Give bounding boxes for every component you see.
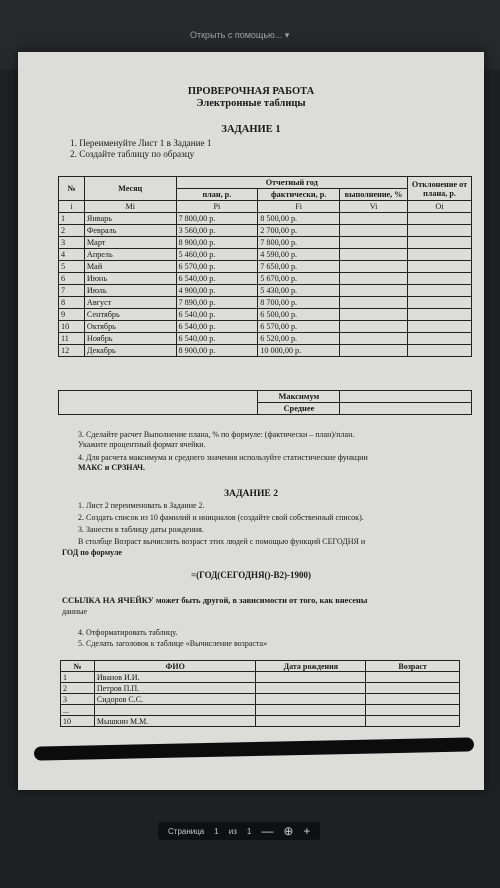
symbol-cell: Fi [258,201,340,213]
deviation-cell [408,261,472,273]
task2-item: 2. Создать список из 10 фамилий и инициалов (создайте свой собственный список). [78,513,364,522]
col-header-num: № [61,661,95,672]
plan-cell: 8 900,00 р. [176,237,258,249]
month-cell: Декабрь [84,345,176,357]
plan-cell: 6 540,00 р. [176,333,258,345]
age-cell [366,705,460,716]
exec-cell [340,249,408,261]
viewer-bottom-bar [0,796,500,888]
row-num-cell: 10 [59,321,85,333]
dob-cell [256,672,366,683]
summary-blank [59,391,258,403]
task1-item: МАКС и СРЗНАЧ. [78,463,145,472]
row-num-cell: 12 [59,345,85,357]
month-cell: Март [84,237,176,249]
table-row [59,321,472,333]
fact-cell: 7 800,00 р. [258,237,340,249]
row-num-cell: 5 [59,261,85,273]
table-row [59,261,472,273]
age-cell [366,694,460,705]
row-num-cell: 8 [59,297,85,309]
symbol-cell: i [59,201,85,213]
col-header-deviation: Отклонение от плана, р. [408,177,472,201]
fio-cell: Сидоров С.С. [94,694,256,705]
plan-cell: 3 560,00 р. [176,225,258,237]
col-header-dob: Дата рождения [256,661,366,672]
fio-cell [94,705,256,716]
deviation-cell [408,321,472,333]
fio-cell: Мышкин М.М. [94,716,256,727]
month-cell: Май [84,261,176,273]
table-row [59,237,472,249]
report-table [58,176,472,357]
col-header-month: Месяц [84,177,176,201]
month-cell: Февраль [84,225,176,237]
deviation-cell [408,273,472,285]
col-header-fact: фактически, р. [258,189,340,201]
row-num-cell: 11 [59,333,85,345]
month-cell: Апрель [84,249,176,261]
exec-cell [340,273,408,285]
row-num-cell: 1 [61,672,95,683]
symbol-cell: Pi [176,201,258,213]
fact-cell: 5 430,00 р. [258,285,340,297]
fact-cell: 5 670,00 р. [258,273,340,285]
fact-cell: 4 590,00 р. [258,249,340,261]
fact-cell: 6 570,00 р. [258,321,340,333]
task1-heading: ЗАДАНИЕ 1 [221,124,281,135]
page-label: Страница [168,826,205,836]
zoom-icon[interactable]: ⊕ [283,824,294,838]
table-row [59,249,472,261]
exec-cell [340,237,408,249]
month-cell: Сентябрь [84,309,176,321]
doc-title: ПРОВЕРОЧНАЯ РАБОТА [187,86,315,97]
row-num-cell: 7 [59,285,85,297]
deviation-cell [408,213,472,225]
month-cell: Июль [84,285,176,297]
task1-item: 1. Переименуйте Лист 1 в Задание 1 [70,138,212,148]
age-cell [366,683,460,694]
month-cell: Октябрь [84,321,176,333]
table-row [59,309,472,321]
row-num-cell: 10 [61,716,95,727]
fact-cell: 8 500,00 р. [258,213,340,225]
plan-cell: 7 800,00 р. [176,213,258,225]
summary-blank [59,403,258,415]
exec-cell [340,309,408,321]
exec-cell [340,321,408,333]
fact-cell: 10 000,00 р. [258,345,340,357]
row-num-cell: 4 [59,249,85,261]
exec-cell [340,297,408,309]
plan-cell: 8 900,00 р. [176,345,258,357]
fact-cell: 2 700,00 р. [258,225,340,237]
task2-heading: ЗАДАНИЕ 2 [223,488,279,499]
symbol-cell: Vi [340,201,408,213]
cell-reference-note: ССЫЛКА НА ЯЧЕЙКУ может быть другой, в зависимости от того, как внесены [62,596,368,605]
row-num-cell: 2 [61,683,95,694]
deviation-cell [408,297,472,309]
fact-cell: 6 520,00 р. [258,333,340,345]
deviation-cell [408,345,472,357]
exec-cell [340,225,408,237]
plan-cell: 4 900,00 р. [176,285,258,297]
exec-cell [340,345,408,357]
task1-item: 3. Сделайте расчет Выполнение плана, % по формуле: (фактически – план)/план. [78,430,355,439]
document-page [18,52,484,790]
exec-cell [340,213,408,225]
month-cell: Август [84,297,176,309]
age-cell [366,716,460,727]
table-row [61,694,460,705]
doc-subtitle: Электронные таблицы [196,98,306,109]
fact-cell: 8 700,00 р. [258,297,340,309]
page-of-label: из [228,826,237,836]
redaction-bar [34,737,474,760]
task2-item: ГОД по формуле [62,548,122,557]
row-num-cell: 3 [61,694,95,705]
task2-item: 4. Отформатировать таблицу. [78,628,178,637]
col-header-age: Возраст [366,661,460,672]
table-row [61,672,460,683]
plan-cell: 6 540,00 р. [176,309,258,321]
max-value-cell [340,391,472,403]
avg-label: Среднее [258,403,340,415]
open-with-button[interactable]: Открыть с помощью... ▾ [190,30,290,40]
plan-cell: 6 570,00 р. [176,261,258,273]
task1-item: 2. Создайте таблицу по образцу [70,149,195,159]
table-row [59,273,472,285]
age-table [60,660,460,727]
row-num-cell: 2 [59,225,85,237]
row-num-cell: 1 [59,213,85,225]
table-row [61,716,460,727]
month-cell: Июнь [84,273,176,285]
month-cell: Ноябрь [84,333,176,345]
task2-item: 1. Лист 2 переименовать в Задание 2. [78,501,205,510]
table-row [59,345,472,357]
dob-cell [256,694,366,705]
table-row [59,297,472,309]
plan-cell: 7 890,00 р. [176,297,258,309]
plan-cell: 6 540,00 р. [176,273,258,285]
table-row [61,705,460,716]
symbol-cell: Oi [408,201,472,213]
table-row [59,333,472,345]
page-navigator [158,822,320,840]
table-row [59,285,472,297]
row-num-cell: 9 [59,309,85,321]
symbol-cell: Mi [84,201,176,213]
row-num-cell: 6 [59,273,85,285]
task2-item: 3. Занести в таблицу даты рождения. [78,525,204,534]
deviation-cell [408,249,472,261]
col-header-plan: план, р. [176,189,258,201]
task1-item: Укажите процентный формат ячейки. [78,440,206,449]
fio-cell: Иванов И.И. [94,672,256,683]
zoom-out-button[interactable]: — [261,824,274,838]
fact-cell: 7 650,00 р. [258,261,340,273]
deviation-cell [408,333,472,345]
fio-cell: Петров П.П. [94,683,256,694]
age-cell [366,672,460,683]
avg-value-cell [340,403,472,415]
current-page-input[interactable]: 1 [214,826,219,836]
max-label: Максимум [258,391,340,403]
col-header-fio: ФИО [94,661,256,672]
deviation-cell [408,285,472,297]
month-cell: Январь [84,213,176,225]
row-num-cell: ... [61,705,95,716]
task2-item: 5. Сделать заголовок к таблице «Вычисление возраста» [78,639,268,648]
exec-cell [340,285,408,297]
table-row [59,213,472,225]
table-row [61,683,460,694]
summary-table [58,390,472,415]
zoom-in-button[interactable]: + [303,824,311,838]
task1-item: 4. Для расчета максимума и среднего значения используйте статистические функции [78,453,368,462]
exec-cell [340,261,408,273]
col-header-num: № [59,177,85,201]
table-row [59,225,472,237]
plan-cell: 6 540,00 р. [176,321,258,333]
exec-cell [340,333,408,345]
task2-item: В столбце Возраст вычислить возраст этих людей с помощью функций СЕГОДНЯ и [78,537,366,546]
fact-cell: 6 500,00 р. [258,309,340,321]
cell-reference-note: данные [62,607,88,616]
dob-cell [256,716,366,727]
col-header-report-year: Отчетный год [176,177,408,189]
plan-cell: 5 460,00 р. [176,249,258,261]
age-formula: =(ГОД(СЕГОДНЯ()-В2)-1900) [190,570,312,580]
row-num-cell: 3 [59,237,85,249]
deviation-cell [408,225,472,237]
col-header-exec: выполнение, % [340,189,408,201]
dob-cell [256,683,366,694]
deviation-cell [408,237,472,249]
total-pages: 1 [246,826,252,836]
dob-cell [256,705,366,716]
deviation-cell [408,309,472,321]
